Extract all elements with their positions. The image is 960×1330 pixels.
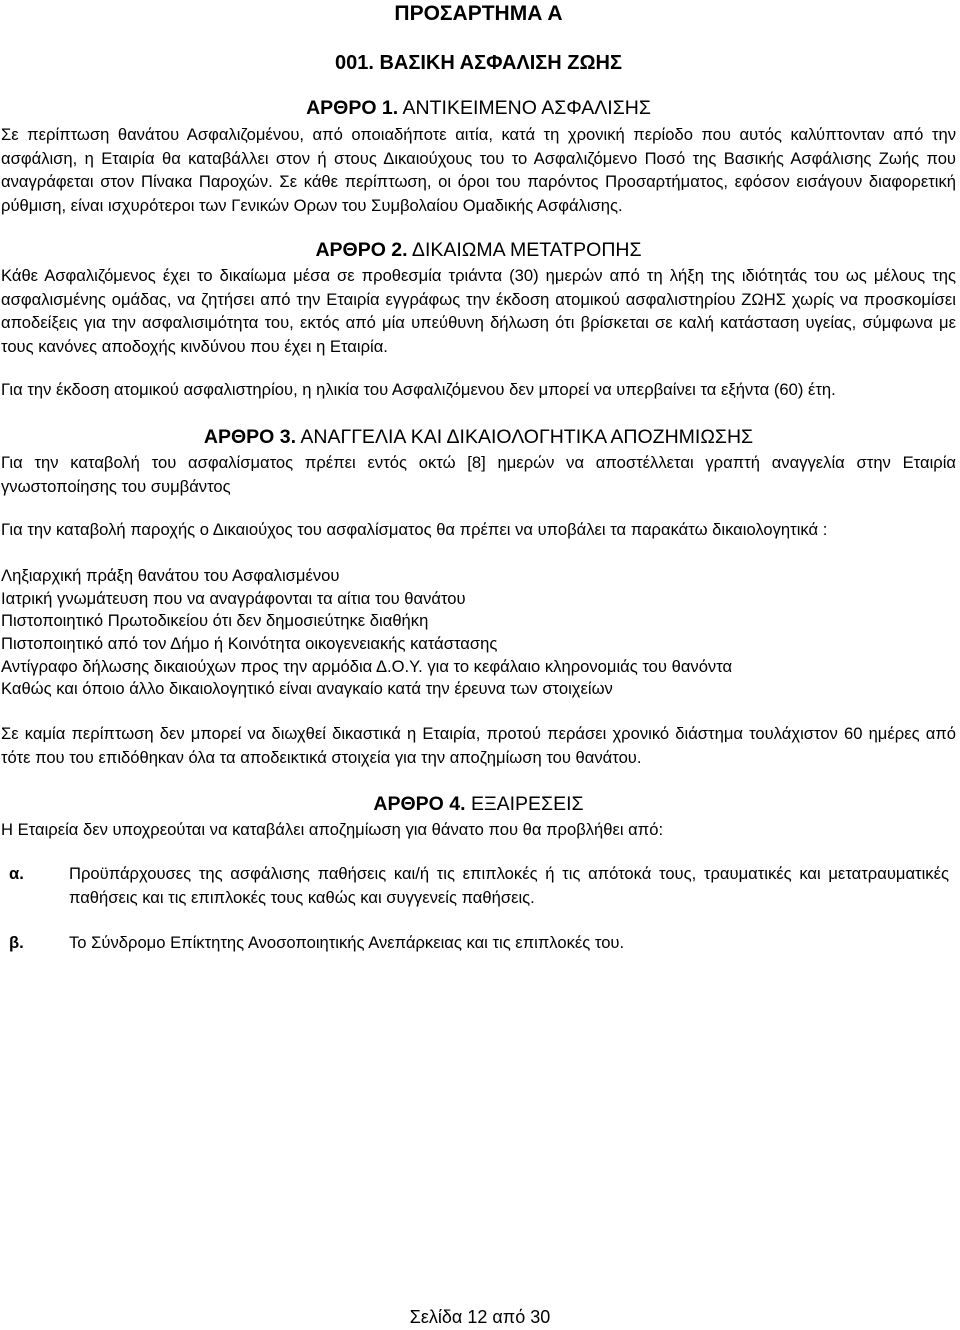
article-2-age-limit: Για την έκδοση ατομικού ασφαλιστηρίου, η ηλικία του Ασφαλιζόμενου δεν μπορεί να υπερβαίνει τα εξήντα (60) έτη. [1, 380, 836, 399]
annex-title: ΠΡΟΣΑΡΤΗΜΑ Α [394, 2, 563, 25]
article-1-title: ΑΝΤΙΚΕΙΜΕΝΟ ΑΣΦΑΛΙΣΗΣ [402, 97, 651, 119]
article-3-number: ΑΡΘΡΟ 3. [203, 426, 297, 448]
article-3-title: ΑΝΑΓΓΕΛΙΑ ΚΑΙ ΔΙΚΑΙΟΛΟΓΗΤΙΚΑ ΑΠΟΖΗΜΙΩΣΗΣ [300, 426, 754, 448]
section-title: 001. ΒΑΣΙΚΗ ΑΣΦΑΛΙΣΗ ΖΩΗΣ [335, 52, 622, 74]
document-item: Αντίγραφο δήλωσης δικαιούχων προς την αρμόδια Δ.Ο.Υ. για το κεφάλαιο κληρονομιάς του θανόντα [1, 657, 733, 676]
article-1-text: Σε περίπτωση θανάτου Ασφαλιζομένου, από οποιαδήποτε αιτία, κατά τη χρονική περίοδο που αυτός καλύπτονταν από την ασφάλιση, η Εταιρία θα καταβάλλει στον ή στους Δικαιούχους του το Ασφαλιζόμενο Ποσό της Βασικής Ασφάλισης Ζωής που αναγράφεται στον Πίνακα Παροχών. Σε κάθε περίπτωση, οι όροι του παρόντος Προσαρτήματος, εφόσον εισάγουν διαφορετική ρύθμιση, είναι ισχυρότεροι των Γενικών Ορων του Συμβολαίου Ομαδικής Ασφάλισης. [1, 125, 956, 215]
article-4-intro: Η Εταιρεία δεν υποχρεούται να καταβάλει αποζημίωση για θάνατο που θα προβλήθει από: [1, 820, 664, 839]
article-1-heading [1, 96, 956, 121]
article-3-legal-action: Σε καμία περίπτωση δεν μπορεί να διωχθεί δικαστικά η Εταιρία, προτού περάσει χρονικό διάστημα τουλάχιστον 60 ημέρες από τότε που του επιδόθηκαν όλα τα αποδεικτικά στοιχεία για την αποζημίωση του θανάτου. [1, 724, 956, 767]
article-2-number: ΑΡΘΡΟ 2. [315, 239, 408, 261]
exclusion-marker: α. [9, 864, 24, 883]
article-4-number: ΑΡΘΡΟ 4. [373, 793, 466, 815]
article-2-title: ΔΙΚΑΙΩΜΑ ΜΕΤΑΤΡΟΠΗΣ [411, 239, 642, 261]
article-2-heading [1, 238, 956, 263]
page-number: Σελίδα 12 από 30 [409, 1307, 551, 1327]
article-2-text: Κάθε Ασφαλιζόμενος έχει το δικαίωμα μέσα σε προθεσμία τριάντα (30) ημερών από τη λήξη της ιδιότητάς του ως μέλους της ασφαλισμένης ομάδας, να ζητήσει από την Εταιρία εγγράφως την έκδοση ατομικού ασφαλιστηρίου ΖΩΗΣ χωρίς να προσκομίσει αποδείξεις για την ασφαλισιμότητα του, εκτός από μία υπεύθυνη δήλωση ότι βρίσκεται σε καλή κατάσταση υγείας, σύμφωνα με τους κανόνες αποδοχής κινδύνου που έχει η Εταιρία. [1, 266, 956, 356]
exclusion-marker: β. [9, 933, 24, 952]
article-4-heading [1, 792, 956, 817]
exclusion-text: Προϋπάρχουσες της ασφάλισης παθήσεις και/ή τις επιπλοκές ή τις απότοκά τους, τραυματικές και μετατραυματικές παθήσεις και τις επιπλοκές τους καθώς και συγγενείς παθήσεις. [69, 864, 949, 907]
exclusion-text: Το Σύνδρομο Επίκτητης Ανοσοποιητικής Ανεπάρκειας και τις επιπλοκές του. [69, 933, 625, 952]
document-item: Καθώς και όποιο άλλο δικαιολογητικό είναι αναγκαίο κατά την έρευνα των στοιχείων [1, 679, 613, 698]
document-item: Ληξιαρχική πράξη θανάτου του Ασφαλισμένου [1, 566, 340, 585]
document-item: Ιατρική γνωμάτευση που να αναγράφονται τα αίτια του θανάτου [1, 589, 466, 608]
article-3-notification: Για την καταβολή του ασφαλίσματος πρέπει εντός οκτώ [8] ημερών να αποστέλλεται γραπτή αναγγελία στην Εταιρία γνωστοποίησης του συμβάντος [1, 453, 956, 496]
article-4-title: ΕΞΑΙΡΕΣΕΙΣ [470, 793, 584, 815]
article-1-number: ΑΡΘΡΟ 1. [306, 97, 399, 119]
document-item: Πιστοποιητικό Πρωτοδικείου ότι δεν δημοσιεύτηκε διαθήκη [1, 611, 429, 630]
article-3-heading [1, 425, 956, 450]
article-3-documents-intro: Για την καταβολή παροχής ο Δικαιούχος του ασφαλίσματος θα πρέπει να υποβάλει τα παρακάτω δικαιολογητικά : [1, 520, 828, 539]
document-item: Πιστοποιητικό από τον Δήμο ή Κοινότητα οικογενειακής κατάστασης [1, 634, 498, 653]
